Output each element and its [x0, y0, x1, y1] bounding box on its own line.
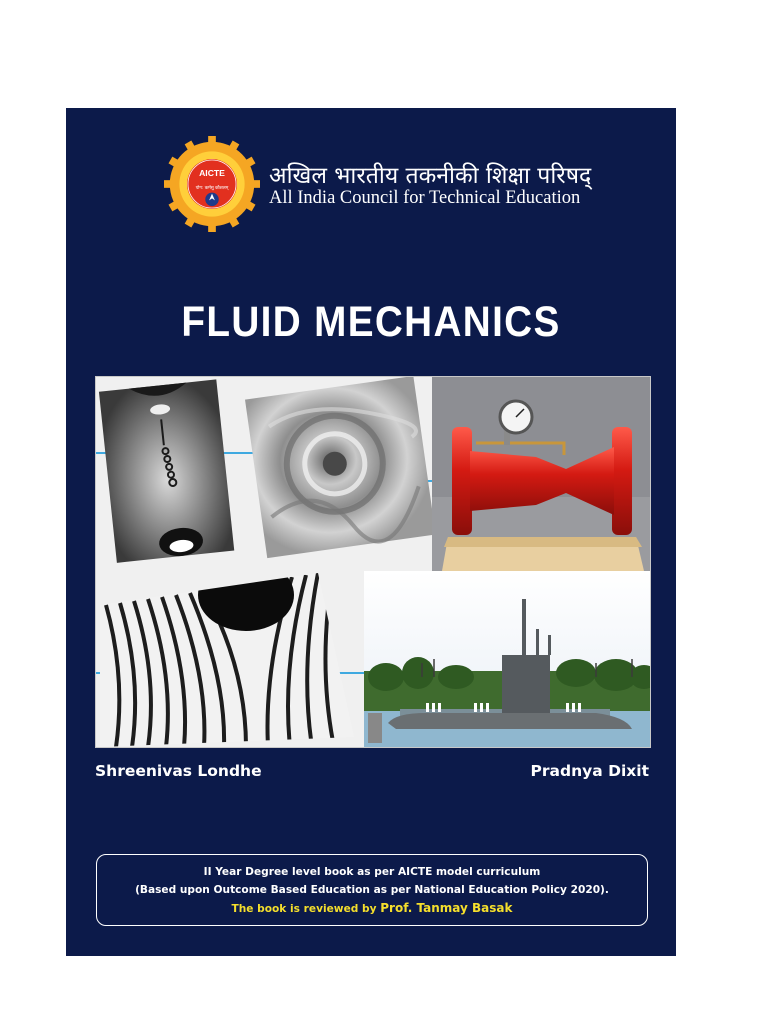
reviewer-line [97, 899, 647, 918]
collage-background [96, 377, 650, 747]
book-cover [66, 108, 676, 956]
author-name-first: Shreenivas Londhe [95, 762, 262, 780]
droplet-jet-photo [99, 379, 234, 562]
aicte-logo [164, 136, 260, 232]
book-title: FLUID MECHANICS [181, 298, 561, 346]
nep-line: (Based upon Outcome Based Education as per National Education Policy 2020). [135, 884, 609, 896]
cover-collage [95, 376, 651, 748]
vortex-surface-photo [245, 377, 436, 558]
logo-tagline: योग: कर्मसु कौशलम् [195, 185, 229, 191]
submarine-photo [364, 571, 650, 747]
author-name-second: Pradnya Dixit [530, 762, 649, 780]
logo-abbr: AICTE [199, 167, 225, 178]
red-venturi-meter-photo [432, 377, 650, 571]
curriculum-line: II Year Degree level book as per AICTE model curriculum [203, 866, 541, 878]
gear-icon [164, 136, 260, 232]
curriculum-info-box [96, 854, 648, 926]
reviewed-prefix: The book is reviewed by [231, 903, 381, 915]
reviewer-name: Prof. Tanmay Basak [380, 901, 513, 915]
organization-name-hindi: अखिल भारतीय तकनीकी शिक्षा परिषद् [269, 163, 592, 189]
organization-name-english: All India Council for Technical Education [269, 188, 581, 208]
